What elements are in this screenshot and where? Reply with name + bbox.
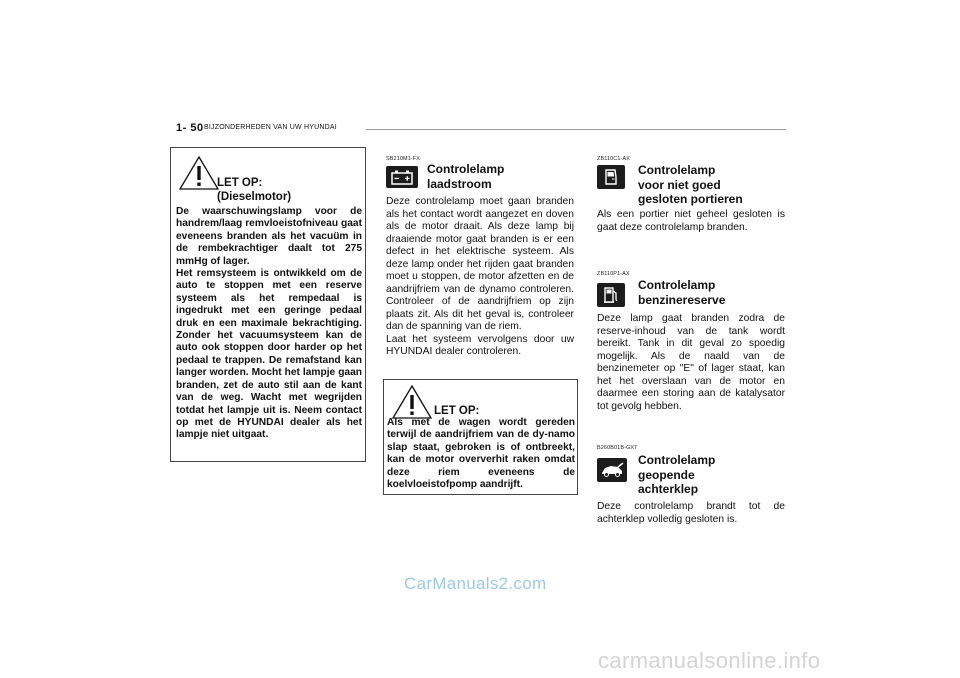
header-rule [366,129,786,130]
warning-triangle-icon [392,385,432,419]
warning-body: De waarschuwingslamp voor de handrem/laag remvloeistofniveau gaat eveneens branden als het vacuüm in de rembekrachtiger daalt tot 275 mmHg of lager. Het remsysteem is ontwikkeld om de auto te stoppen met een reserve systeem als het rempedaal is ingedrukt met een geringe pedaal druk en een maximale bekrachtiging. Zonder het vacuumsysteem kan de auto ook stoppen door harder op het pedaal te trappen. De remafstand kan langer worden. Mocht het lampje gaan branden, zet de auto stil aan de kant van de weg. Wacht met wegrijden totdat het lampje uit is. Neem contact op met de HYUNDAI dealer als het lampje niet uitgaat. [176,206,362,441]
section-code: ZB110C1-AX [597,156,630,162]
section-code: ZB110P1-AX [597,271,630,277]
battery-icon [386,166,418,188]
warning-title: LET OP: (Dieselmotor) [217,177,292,203]
section-code: SB210M1-FX [386,156,421,162]
tailgate-open-icon [597,458,627,482]
watermark-carmanualsonline: carmanualsonline.info [598,648,821,673]
warning-box-diesel [170,147,366,462]
section-body-laadstroom: Deze controlelamp moet gaan branden als het contact wordt aangezet en doven als de motor draait. Als deze lamp bij draaiende motor gaat branden is er een defect in het elektrische systeem. Als deze lamp onder het rijden gaat branden moet u stoppen, de motor afzetten en de aandrijfriem van de dynamo controleren. Controleer of de aandrijfriem op zijn plaats zit. Als dit het geval is, controleer dan de spanning van de riem. Laat het systeem vervolgens door uw HYUNDAI dealer controleren. [386,196,574,357]
door-open-icon [597,165,625,189]
fuel-pump-icon [597,283,625,307]
section-body-benzinereserve: Deze lamp gaat branden zodra de reserve-inhoud van de tank wordt bereikt. Tank in dit geval zo spoedig mogelijk. Als de naald van de benzinemeter op "E" of lager staat, kan het het overslaan van de motor en daarmee een storing aan de katalysator tot gevolg hebben. [597,313,785,412]
section-body-achterklep: Deze controlelamp brandt tot de achterklep volledig gesloten is. [597,501,785,525]
warning-box-aandrijfriem [383,379,578,495]
section-title-laadstroom: Controlelamp laadstroom [427,162,505,191]
section-title: BIJZONDERHEDEN VAN UW HYUNDAI [204,124,337,131]
section-title-achterklep: Controlelamp geopende achterklep [638,453,716,496]
page-number: 1- 50 [176,122,204,134]
section-body-portieren: Als een portier niet geheel gesloten is gaat deze controlelamp branden. [597,209,785,233]
section-code: B260B01B-GXT [597,445,638,451]
warning-triangle-icon [179,156,219,190]
section-title-benzinereserve: Controlelamp benzinereserve [638,278,726,307]
warning-title: LET OP: [434,405,480,417]
section-title-portieren: Controlelamp voor niet goed gesloten portieren [638,163,743,206]
warning-body: Als met de wagen wordt gereden terwijl de aandrijfriem van de dy-namo slap staat, gebroken is of ontbreekt, kan de motor oververhit raken omdat deze riem eveneens de koelvloeistofpomp aandrijft. [387,417,575,491]
watermark-carmanuals: CarManuals2.com [404,574,547,593]
